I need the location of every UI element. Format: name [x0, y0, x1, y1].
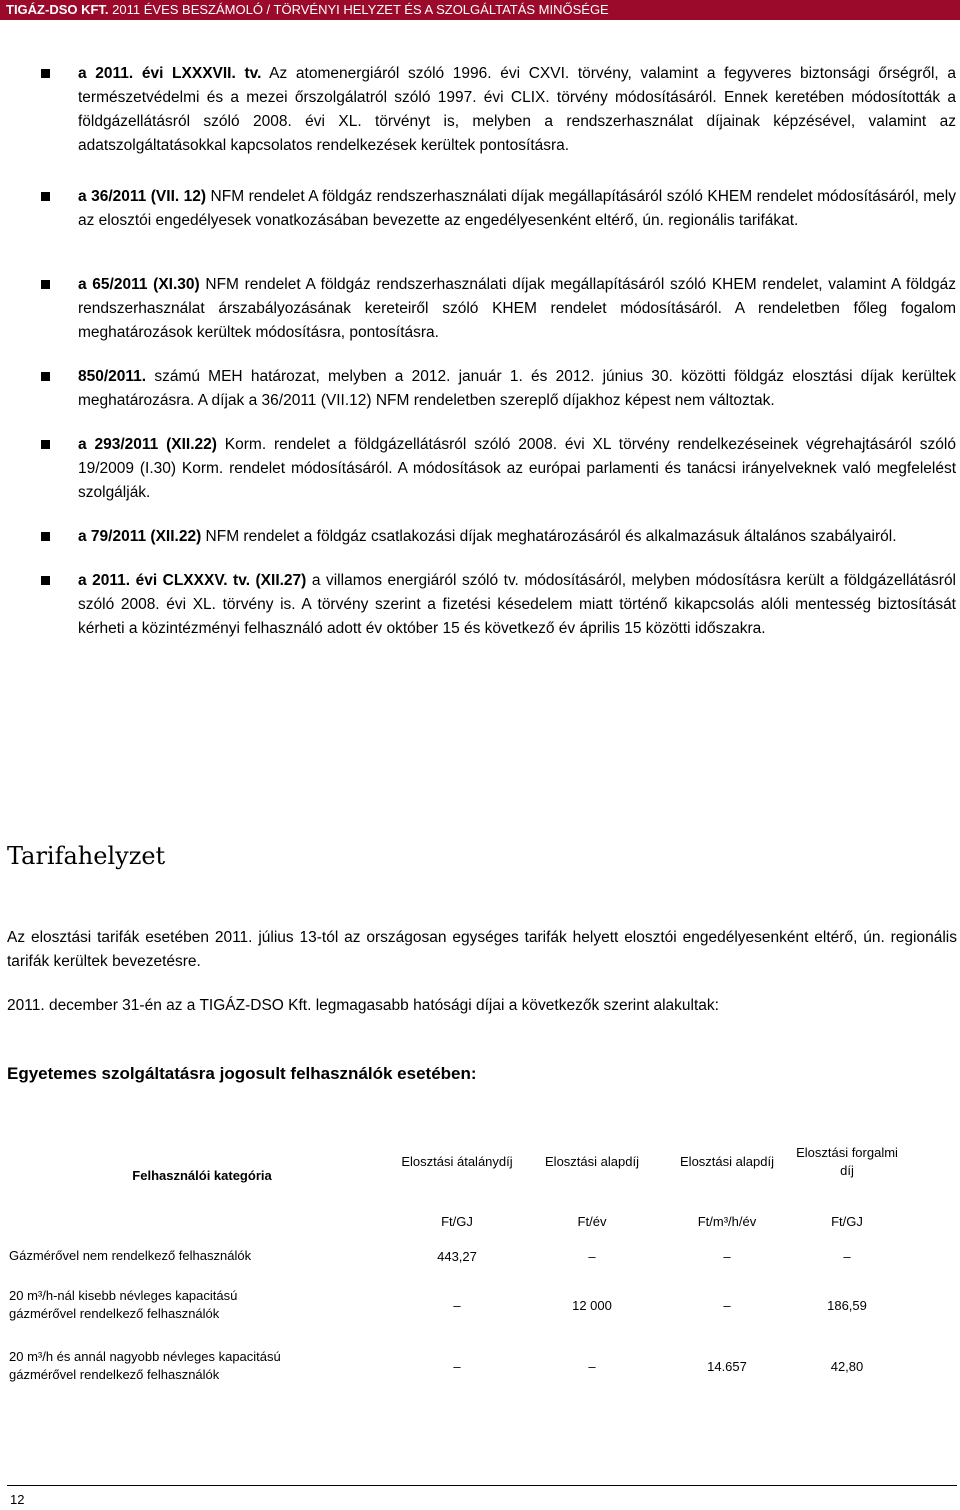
- list-item: [0, 365, 960, 413]
- footer-divider: [7, 1485, 957, 1486]
- page-number: 12: [10, 1492, 25, 1507]
- bullet-square-icon: [41, 576, 50, 585]
- row-label: 20 m³/h-nál kisebb névleges kapacitású gázmérővel rendelkező felhasználók: [9, 1288, 238, 1321]
- bullet-square-icon: [41, 280, 50, 289]
- page-header: [0, 0, 960, 20]
- table-cell: –: [453, 1297, 461, 1313]
- table-cell: 12 000: [572, 1297, 612, 1313]
- bullet-square-icon: [41, 440, 50, 449]
- list-item: [0, 525, 960, 549]
- item-text: NFM rendelet a földgáz csatlakozási díjak meghatározásáról és alkalmazásuk általános szabályairól.: [201, 528, 897, 545]
- unit-cell: Ft/GJ: [441, 1213, 473, 1229]
- column-header: Elosztási alapdíj: [545, 1154, 639, 1169]
- row-label: 20 m³/h és annál nagyobb névleges kapacitású gázmérővel rendelkező felhasználók: [9, 1349, 281, 1382]
- table-units-row: [7, 1206, 907, 1236]
- column-header: Elosztási forgalmi díj: [796, 1145, 898, 1178]
- header-title: 2011 ÉVES BESZÁMOLÓ / TÖRVÉNYI HELYZET ÉS A SZOLGÁLTATÁS MINŐSÉGE: [108, 2, 609, 17]
- item-text: NFM rendelet A földgáz rendszerhasználati díjak megállapításáról szóló KHEM rendelet módosításáról, mely az elosztói engedélyesek vonatkozásában bevezette az engedélyesenként eltérő, ún. regionális tarifákat.: [78, 188, 956, 229]
- intro-paragraph: Az elosztási tarifák esetében 2011. július 13-tól az országosan egységes tarifák helyett elosztói engedélyesenként eltérő, ún. regionális tarifák kerültek bevezetésre.: [7, 929, 957, 970]
- table-cell: –: [588, 1358, 596, 1374]
- item-text: Az atomenergiáról szóló 1996. évi CXVI. törvény, valamint a fegyveres biztonsági őrségről, a természetvédelmi és a mezei őrszolgálatról szóló 1997. évi CLIX. törvény módosításáról. Ennek keretében módosították a földgázellátásról szóló 2008. évi XL. törvényt is, melyben a rendszerhasználat díjainak képzésével, valamint az adatszolgáltatásokkal kapcsolatos rendelkezések kerültek pontosításra.: [78, 65, 956, 154]
- item-reference: a 2011. évi CLXXXV. tv. (XII.27): [78, 572, 307, 589]
- unit-cell: [7, 1206, 397, 1236]
- unit-cell: Ft/m³/h/év: [697, 1213, 757, 1229]
- item-reference: a 36/2011 (VII. 12): [78, 188, 207, 205]
- item-text: számú MEH határozat, melyben a 2012. január 1. és 2012. június 30. közötti földgáz elosztási díjak kerültek meghatározásra. A díjak a 36/2011 (VII.12) NFM rendeletben szereplő díjakhoz képest nem változtak.: [78, 368, 956, 409]
- bullet-square-icon: [41, 69, 50, 78]
- table-cell: –: [453, 1358, 461, 1374]
- table-cell: –: [843, 1248, 851, 1264]
- item-reference: a 2011. évi LXXXVII. tv.: [78, 65, 262, 82]
- table-row: [7, 1276, 907, 1334]
- item-reference: 850/2011.: [78, 368, 147, 385]
- item-text: Korm. rendelet a földgázellátásról szóló 2008. évi XL törvény rendelkezéseinek végrehajtásáról szóló 19/2009 (I.30) Korm. rendelet módosításáról. A módosítások az európai parlamenti és tanácsi irányelveknek való megfelelést szolgálják.: [78, 436, 956, 501]
- table-cell: –: [723, 1248, 731, 1264]
- list-item: [0, 433, 960, 505]
- table-cell: 443,27: [437, 1248, 477, 1264]
- item-reference: a 65/2011 (XI.30): [78, 276, 200, 293]
- list-item: [0, 569, 960, 641]
- table-row: [7, 1334, 907, 1398]
- unit-cell: Ft/év: [577, 1213, 607, 1229]
- item-text: NFM rendelet A földgáz rendszerhasználati díjak megállapításáról szóló KHEM rendelet, valamint A földgáz rendszerhasználat árszabályozásának kereteiről szóló KHEM rendelet módosításáról. A rendeletben főleg fogalom meghatározások kerültek módosításra, pontosításra.: [78, 276, 956, 341]
- table-cell: 186,59: [827, 1297, 867, 1313]
- tariff-table: [7, 1118, 907, 1398]
- table-cell: –: [588, 1248, 596, 1264]
- bullet-square-icon: [41, 192, 50, 201]
- summary-paragraph: 2011. december 31-én az a TIGÁZ-DSO Kft. legmagasabb hatósági díjai a következők szerint alakultak:: [7, 997, 719, 1014]
- row-label: Gázmérővel nem rendelkező felhasználók: [9, 1248, 252, 1263]
- table-header-row: [7, 1118, 907, 1206]
- table-heading: Egyetemes szolgáltatásra jogosult felhasználók esetében:: [7, 1064, 477, 1083]
- list-item: [0, 62, 960, 158]
- unit-cell: Ft/GJ: [831, 1213, 863, 1229]
- table-cell: 14.657: [707, 1358, 747, 1374]
- table-cell: 42,80: [830, 1358, 864, 1374]
- list-item: [0, 273, 960, 345]
- item-reference: a 293/2011 (XII.22): [78, 436, 217, 453]
- column-header: Elosztási alapdíj: [680, 1154, 774, 1169]
- list-item: [0, 185, 960, 233]
- item-text: a villamos energiáról szóló tv. módosításáról, melyben módosításra került a földgázellátásról szóló 2008. évi XL. törvény is. A törvény szerint a fizetési késedelem miatt történő kikapcsolás alóli mentesség biztosítását kérheti a közintézményi felhasználó adott év október 15 és következő év április 15 közötti időszakra.: [78, 572, 957, 637]
- table-cell: –: [723, 1297, 731, 1313]
- table-row: [7, 1236, 907, 1276]
- section-title: Tarifahelyzet: [7, 842, 166, 870]
- header-company: TIGÁZ-DSO KFT.: [6, 2, 109, 17]
- legislation-list: [0, 62, 960, 668]
- bullet-square-icon: [41, 372, 50, 381]
- bullet-square-icon: [41, 532, 50, 541]
- item-reference: a 79/2011 (XII.22): [78, 528, 202, 545]
- column-header: Elosztási átalánydíj: [401, 1154, 513, 1169]
- column-header: Felhasználói kategória: [132, 1168, 272, 1183]
